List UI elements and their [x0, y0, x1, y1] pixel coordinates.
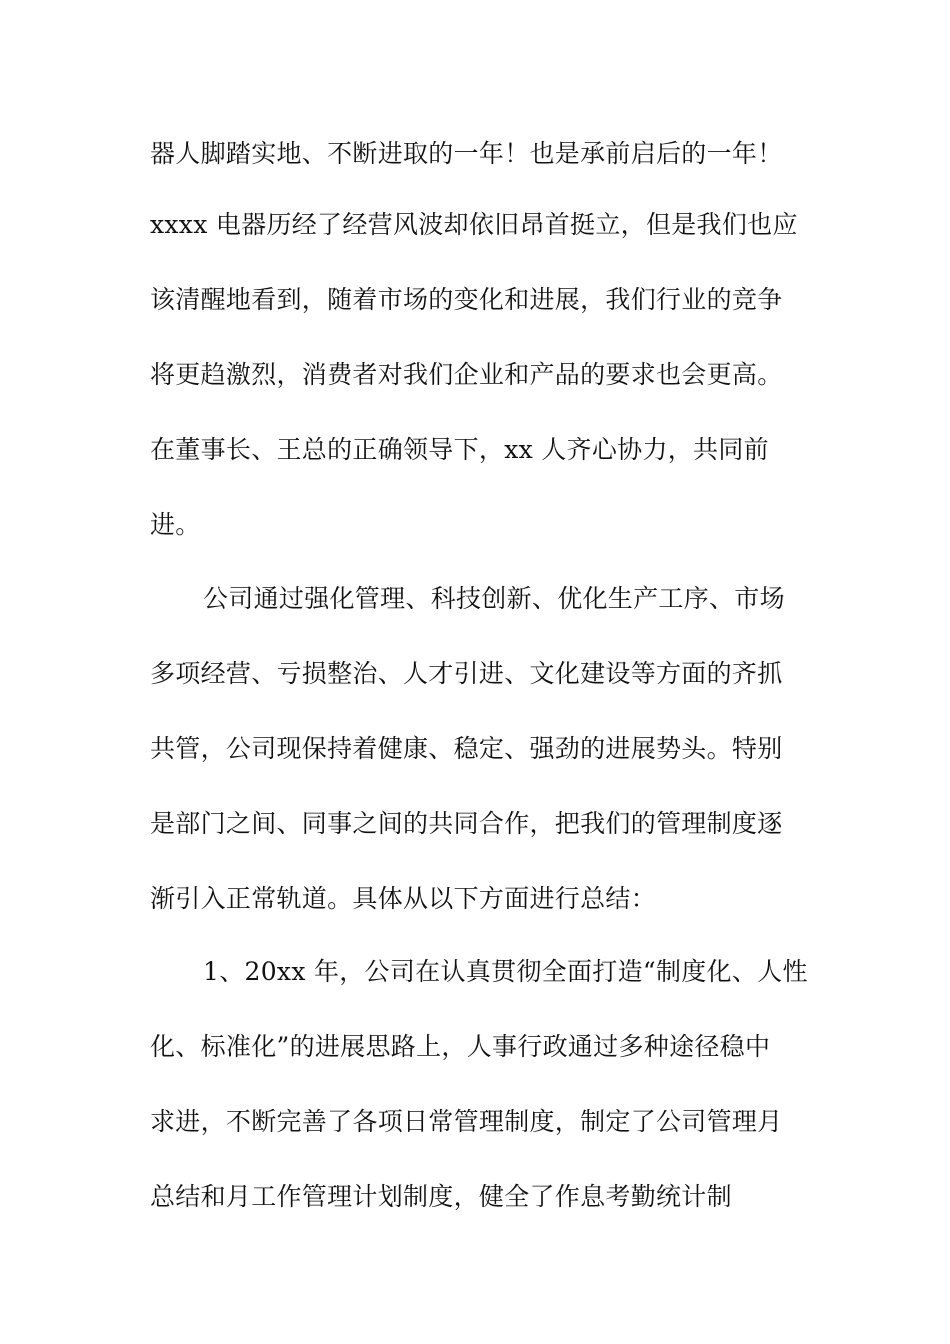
paragraph-line: 共管，公司现保持着健康、稳定、强劲的进展势头。特别	[150, 734, 783, 763]
paragraph-first-line: 公司通过强化管理、科技创新、优化生产工序、市场	[203, 584, 785, 613]
paragraph-line: xxxx 电器历经了经营风波却依旧昂首挺立，但是我们也应	[150, 210, 798, 239]
paragraph-line: 该清醒地看到，随着市场的变化和进展，我们行业的竞争	[150, 285, 783, 314]
paragraph-line: 在董事长、王总的正确领导下，xx 人齐心协力，共同前	[150, 435, 769, 464]
list-item-first-line: 1、20xx 年，公司在认真贯彻全面打造“制度化、人性	[203, 957, 808, 986]
paragraph-line: 将更趋激烈，消费者对我们企业和产品的要求也会更高。	[150, 360, 783, 389]
paragraph-line: 是部门之间、同事之间的共同合作，把我们的管理制度逐	[150, 809, 783, 838]
paragraph-line: 总结和月工作管理计划制度，健全了作息考勤统计制	[150, 1182, 732, 1211]
paragraph-line: 化、标准化”的进展思路上，人事行政通过多种途径稳中	[150, 1032, 771, 1061]
paragraph-line: 多项经营、亏损整治、人才引进、文化建设等方面的齐抓	[150, 659, 783, 688]
paragraph-line: 进。	[150, 510, 201, 539]
paragraph-line: 器人脚踏实地、不断进取的一年！也是承前启后的一年！	[150, 139, 783, 168]
paragraph-line: 求进，不断完善了各项日常管理制度，制定了公司管理月	[150, 1107, 783, 1136]
paragraph-line: 渐引入正常轨道。具体从以下方面进行总结：	[150, 884, 657, 913]
